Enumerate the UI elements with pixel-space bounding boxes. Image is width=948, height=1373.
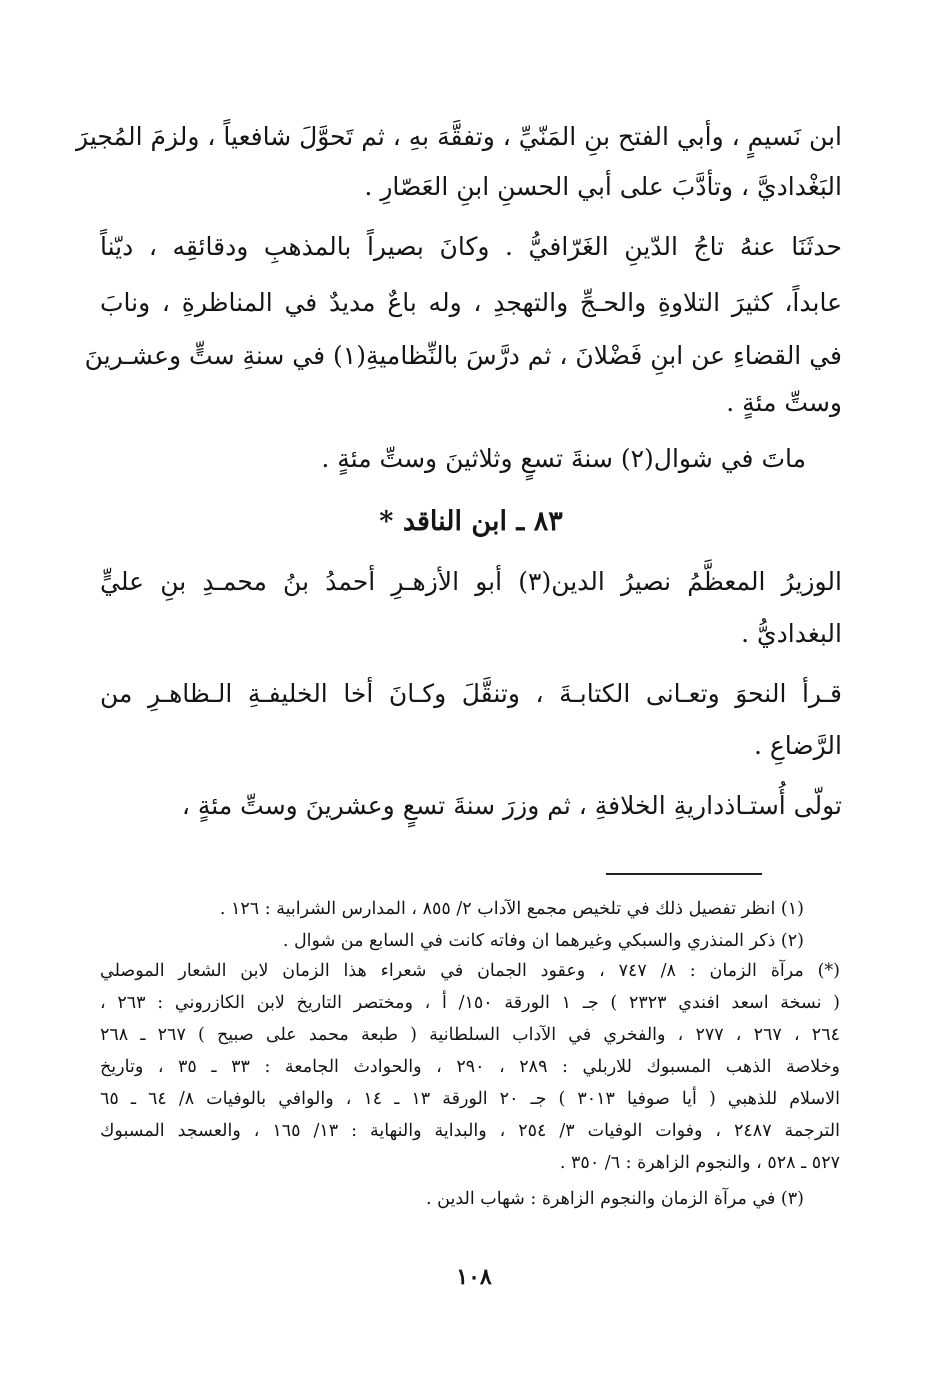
footnote-line: الترجمة ٢٤٨٧ ، وفوات الوفيات ٣/ ٢٥٤ ، والبداية والنهاية : ١٣/ ١٦٥ ، والعسجد المسبوك [100,1121,840,1141]
text-line: الوزيرُ المعظَّمُ نصيرُ الدين(٣) أبو الأزهـرِ أحمدُ بنُ محمـدِ بنِ عليٍّ [100,567,842,596]
text-line: ماتَ في شوال(٢) سنةَ تسعٍ وثلاثينَ وستِّ مئةٍ . [321,444,806,473]
text-line: البغداديُّ . [741,619,842,648]
footnote-line: (*) مرآة الزمان : ٨/ ٧٤٧ ، وعقود الجمان في شعراء هذا الزمان لابن الشعار الموصلي [100,961,840,981]
footnote-line: ٢٦٤ ، ٢٦٧ ، ٢٧٧ ، والفخري في الآداب السلطانية ( طبعة محمد على صبيح ) ٢٦٧ ـ ٢٦٨ [100,1025,840,1045]
footnote-line: (٣) في مرآة الزمان والنجوم الزاهرة : شهاب الدين . [426,1189,804,1209]
footnote-separator [606,873,762,875]
text-line: في القضاءِ عن ابنِ فَضْلانَ ، ثم درَّسَ بالنِّظاميةِ(١) في سنةِ ستٍّ وعشـرينَ [84,341,842,370]
footnote-line: ٥٢٧ ـ ٥٢٨ ، والنجوم الزاهرة : ٦/ ٣٥٠ . [559,1153,840,1173]
text-line: عابداً، كثيرَ التلاوةِ والحـجِّ والتهجدِ ، وله باعٌ مديدٌ في المناظرةِ ، ونابَ [100,288,842,317]
text-line: حدثَنَا عنهُ تاجُ الدّينِ الغَرّافيُّ . وكانَ بصيراً بالمذهبِ ودقائقِه ، ديّناً [100,232,842,261]
footnote-line: (٢) ذكر المنذري والسبكي وغيرهما ان وفاته كانت في السابع من شوال . [282,931,804,951]
text-line: وستِّ مئةٍ . [726,388,842,417]
page-number: ١٠٨ [456,1264,492,1290]
footnote-line: وخلاصة الذهب المسبوك للاربلي : ٢٨٩ ، ٢٩٠ ، والحوادث الجامعة : ٣٣ ـ ٣٥ ، وتاريخ [100,1057,840,1077]
text-line: قـرأ النحوَ وتعـانى الكتابـةَ ، وتنقَّلَ وكـانَ أخا الخليفـةِ الـظاهـرِ من [100,679,842,708]
footnote-line: الاسلام للذهبي ( أيا صوفيا ٣٠١٣ ) جـ ٢٠ الورقة ١٣ ـ ١٤ ، والوافي بالوفيات ٨/ ٦٤ ـ ٦٥ [100,1089,840,1109]
text-line: تولّى أُستـاذداريةِ الخلافةِ ، ثم وزرَ سنةَ تسعٍ وعشرينَ وستِّ مئةٍ ، [181,791,842,820]
text-line: الرَّضاعِ . [753,731,842,760]
text-line: البَغْداديَّ ، وتأدَّبَ على أبي الحسنِ ابنِ العَصّارِ . [364,172,842,201]
footnote-line: (١) انظر تفصيل ذلك في تلخيص مجمع الآداب ٢/ ٨٥٥ ، المدارس الشرابية : ١٢٦ . [219,899,804,919]
text-line: ابن نَسيمٍ ، وأبي الفتح بنِ المَنّيِّ ، وتفقَّهَ بهِ ، ثم تَحوَّلَ شافعياً ، ولزمَ المُجيرَ [76,122,842,151]
entry-heading: ٨٣ ـ ابن الناقد * [379,506,563,537]
footnote-line: ( نسخة اسعد افندي ٢٣٢٣ ) جـ ١ الورقة ١٥٠/ أ ، ومختصر التاريخ لابن الكازروني : ٢٦٣ ، [100,993,840,1013]
